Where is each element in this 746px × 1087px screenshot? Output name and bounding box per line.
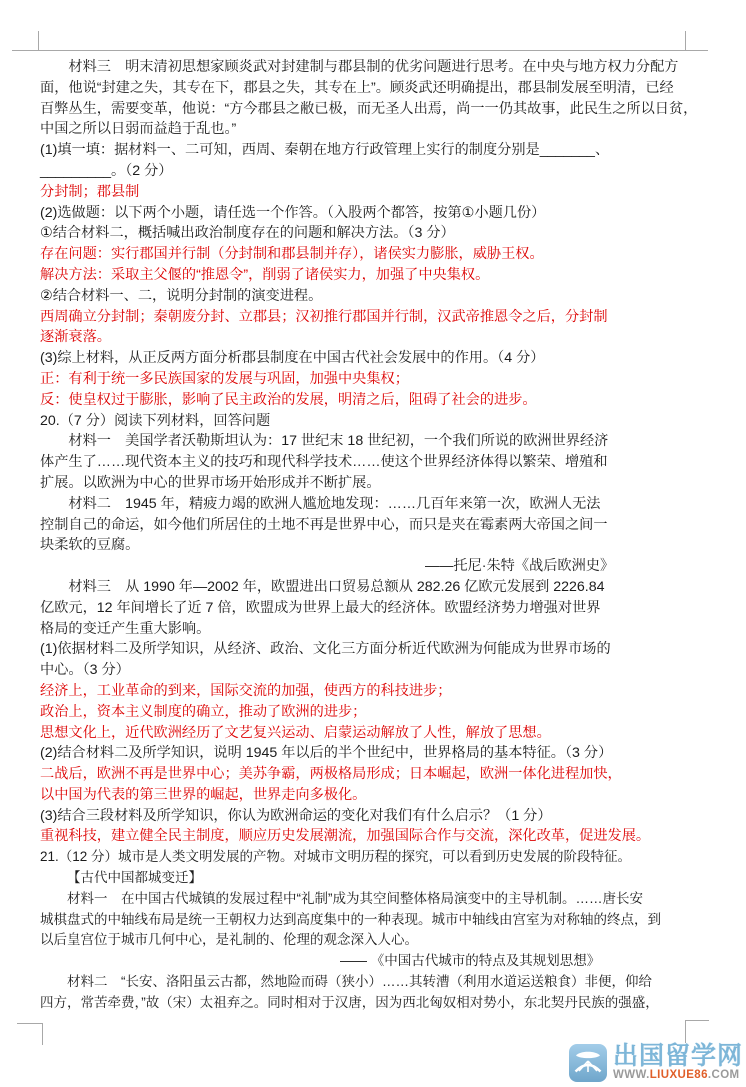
doc-line: _________。（2 分） [40,162,173,179]
url-core: LIUXUE86 [649,1069,708,1081]
doc-line: (3)结合三段材料及所学知识，你认为欧洲命运的变化对我们有什么启示？（1 分） [40,807,552,824]
doc-line: (2)选做题：以下两个小题，请任选一个作答。（入股两个都答，按第①小题几份） [40,204,546,221]
text-boundary-bottom-left-mark [17,1023,42,1024]
doc-line: ②结合材料一、二，说明分封制的演变进程。 [40,287,323,304]
doc-line: (2)结合材料二及所学知识，说明 1945 年以后的半个世纪中，世界格局的基本特征。（3 分） [40,745,613,762]
doc-line: 格局的变迁产生重大影响。 [40,620,211,637]
doc-line: 材料一 在中国古代城镇的发展过程中“礼制”成为其空间整体格局演变中的主导机制。……唐长安 [67,890,643,906]
url-prefix: WWW. [612,1069,650,1081]
doc-line: 以中国为代表的第三世界的崛起，世界走向多极化。 [40,786,367,803]
text-boundary-top-right-tick [685,31,686,50]
doc-line: 西周确立分封制；秦朝废分封、立郡县；汉初推行郡国并行制，汉武帝推恩令之后，分封制 [40,308,608,325]
doc-line: 逐渐衰落。 [40,329,111,346]
doc-line: 21.（12 分）城市是人类文明发展的产物。对城市文明历程的探究，可以看到历史发展的阶段特征。 [40,849,632,865]
doc-line: 体产生了……现代资本主义的技巧和现代科学技术……使这个世界经济体得以繁荣、增殖和 [40,454,608,471]
doc-line: —— 《中国古代城市的特点及其规划思想》 [340,953,601,969]
text-boundary-bottom-right-mark [685,1020,686,1043]
doc-line: 20.（7 分）阅读下列材料，回答问题 [40,412,271,429]
doc-line: 政治上，资本主义制度的确立，推动了欧洲的进步； [40,703,367,720]
watermark-site-url [613,1068,740,1082]
doc-line: 材料二 1945 年，精疲力竭的欧洲人尴尬地发现：……几百年来第一次，欧洲人无法 [68,495,601,512]
doc-line: 材料三 明末清初思想家顾炎武对封建制与郡县制的优劣问题进行思考。在中央与地方权力分配方 [68,59,679,75]
doc-line: 反：使皇权过于膨胀，影响了民主政治的发展，明清之后，阻碍了社会的进步。 [40,391,537,408]
watermark-site-name: 出国留学网 [612,1042,743,1070]
doc-line: 材料一 美国学者沃勒斯坦认为：17 世纪末 18 世纪初，一个我们所说的欧洲世界经济 [68,433,609,450]
doc-line: 扩展。以欧洲为中心的世界市场开始形成并不断扩展。 [40,474,381,491]
doc-line: 百弊丛生，需要变革，他说：“方今郡县之敝已极，而无圣人出焉，尚一一仍其故事，此民生之所以日贫， [40,100,698,117]
doc-line: 二战后，欧洲不再是世界中心；美苏争霸，两极格局形成；日本崛起，欧洲一体化进程加快， [40,766,622,783]
doc-line: (1)填一填：据材料一、二可知，西周、秦朝在地方行政管理上实行的制度分别是_______、 [40,142,610,159]
doc-line: 正：有利于统一多民族国家的发展与巩固，加强中央集权； [40,370,409,387]
liuxue86-logo-icon [568,1043,608,1083]
doc-line: 存在问题：实行郡国并行制（分封制和郡县制并存），诸侯实力膨胀，威胁王权。 [40,246,544,263]
doc-line: 材料二 “长安、洛阳虽云古都，然地险而碍（狭小）……其转漕（利用水道运送粮食）非便，仰给 [67,974,652,990]
doc-line: 以后皇宫位于城市几何中心，是礼制的、伦理的观念深入人心。 [40,932,418,948]
doc-line: 解决方法：采取主父偃的“推恩令”，削弱了诸侯实力，加强了中央集权。 [40,266,490,283]
doc-line: 控制自己的命运，如今他们所居住的土地不再是世界中心，而只是夹在霉素两大帝国之间一 [40,516,608,533]
doc-line: ①结合材料二，概括喊出政治制度存在的问题和解决方法。（3 分） [40,225,455,242]
doc-line: 思想文化上，近代欧洲经历了文艺复兴运动、启蒙运动解放了人性，解放了思想。 [40,724,551,741]
doc-line: 面，他说“封建之失，其专在下，郡县之失，其专在上”。顾炎武还明确提出，郡县制发展至明清，已经 [40,79,674,96]
doc-line: 中心。（3 分） [40,662,130,679]
doc-line: 重视科技，建立健全民主制度，顺应历史发展潮流，加强国际合作与交流，深化改革，促进发展。 [40,828,651,845]
liuxue86-watermark[interactable] [568,1043,743,1083]
doc-line: 块柔软的豆腐。 [40,537,140,554]
document-body [40,57,712,1014]
doc-line: 亿欧元，12 年间增长了近 7 倍，欧盟成为世界上最大的经济体。欧盟经济势力增强对世界 [40,599,601,616]
text-boundary-bottom-right-mark [685,1020,709,1021]
text-boundary-top-line [12,50,708,51]
doc-line: 分封制；郡县制 [40,183,140,200]
doc-line: (1)依据材料二及所学知识，从经济、政治、文化三方面分析近代欧洲为何能成为世界市场的 [40,641,611,658]
doc-line: 城棋盘式的中轴线布局是统一王朝权力达到高度集中的一种表现。城市中轴线由宫室为对称轴的终点，到 [40,911,661,927]
text-boundary-bottom-left-mark [42,1023,43,1045]
text-boundary-top-left-tick [38,31,39,50]
doc-line: 中国之所以日弱而益趋于乱也。” [40,121,237,138]
doc-line: ——托尼·朱特《战后欧洲史》 [425,558,615,575]
url-suffix: .COM [707,1069,740,1081]
doc-line: (3)综上材料，从正反两方面分析郡县制度在中国古代社会发展中的作用。（4 分） [40,350,545,367]
doc-line: 四方，常苦牵费，”故（宋）太祖弃之。同时相对于汉唐，因为西北匈奴相对势小，东北契丹民族的强盛， [40,994,659,1010]
doc-line: 经济上，工业革命的到来，国际交流的加强，使西方的科技进步； [40,682,452,699]
doc-line: 材料三 从 1990 年—2002 年，欧盟进出口贸易总额从 282.26 亿欧元发展到 2226.84 [68,578,605,595]
doc-line: 【古代中国都城变迁】 [67,870,202,886]
watermark-text [613,1044,743,1082]
